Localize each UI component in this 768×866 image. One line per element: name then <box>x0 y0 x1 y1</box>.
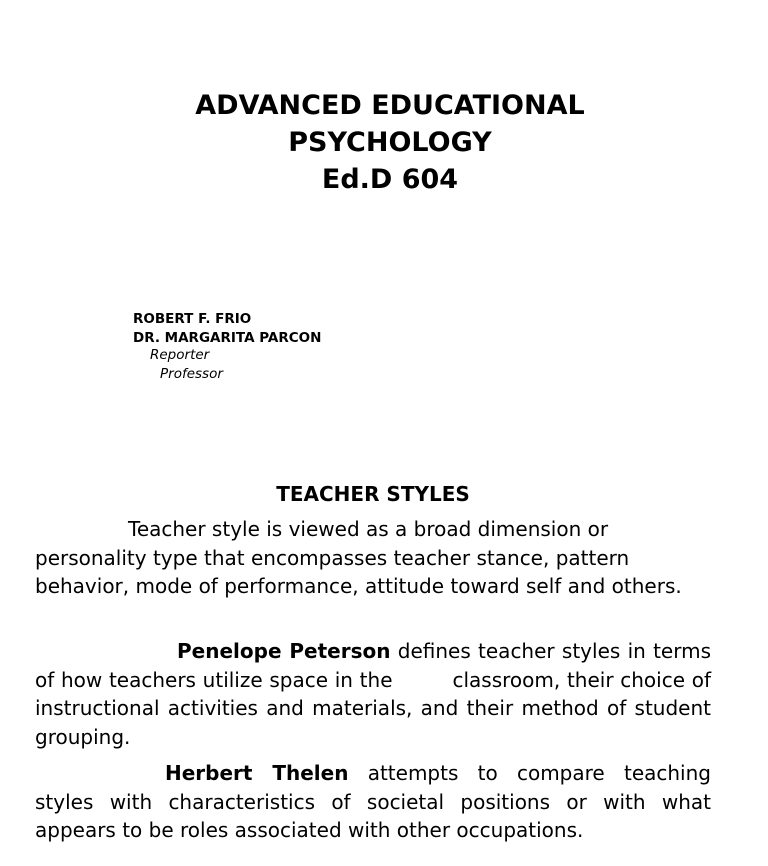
author-thelen: Herbert Thelen <box>165 761 349 785</box>
paragraph-1-text: Teacher style is viewed as a broad dimension or personality type that encompasses teacher stance, pattern behavior, mode of performance, attitude toward self and others. <box>35 517 682 599</box>
paragraph-2-text-a: defines teacher styles in terms of how teachers utilize space in the <box>35 639 711 692</box>
reporter-role: Reporter <box>150 347 210 363</box>
roles-block <box>0 346 223 384</box>
paragraph-3-text: attempts to compare teaching styles with characteristics of societal positions or with what appears to be roles associated with other occupations. <box>35 761 711 843</box>
author-peterson: Penelope Peterson <box>177 639 391 663</box>
paragraph-thelen <box>35 759 711 845</box>
paragraph-teacher-style <box>35 515 711 601</box>
document-title <box>0 87 768 198</box>
title-line-2: PSYCHOLOGY <box>288 127 492 158</box>
paragraph-peterson <box>35 637 711 751</box>
section-heading: TEACHER STYLES <box>276 482 470 506</box>
professor-name: DR. MARGARITA PARCON <box>133 330 322 346</box>
professor-role: Professor <box>160 366 223 382</box>
paragraph-2-text-b: classroom, their choice of instructional activities and materials, and their method of student grouping. <box>35 667 711 749</box>
course-code: Ed.D 604 <box>321 164 459 195</box>
names-block <box>133 310 321 348</box>
title-line-1: ADVANCED EDUCATIONAL <box>195 90 585 121</box>
reporter-name: ROBERT F. FRIO <box>133 311 252 327</box>
